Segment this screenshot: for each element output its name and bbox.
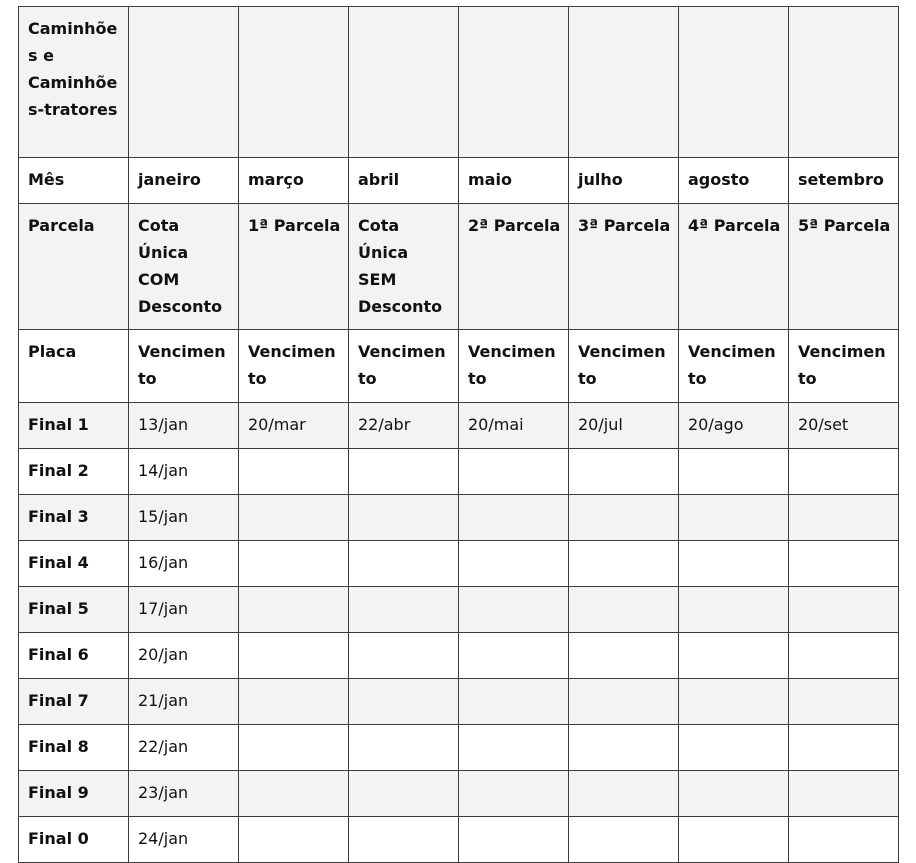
placa-final-cell: Final 3	[19, 495, 129, 541]
due-date-cell: 20/ago	[679, 403, 789, 449]
placa-final-cell: Final 7	[19, 679, 129, 725]
table-title: Caminhões e Caminhões-tratores	[19, 7, 129, 158]
empty-cell	[679, 725, 789, 771]
empty-cell	[239, 541, 349, 587]
empty-cell	[679, 679, 789, 725]
parcela-cell: Cota Única SEM Desconto	[349, 204, 459, 330]
parcela-cell: 3ª Parcela	[569, 204, 679, 330]
empty-cell	[459, 495, 569, 541]
empty-cell	[129, 7, 239, 158]
empty-cell	[789, 725, 899, 771]
table-body	[19, 7, 899, 863]
empty-cell	[789, 7, 899, 158]
due-date-cell: 20/set	[789, 403, 899, 449]
empty-cell	[789, 817, 899, 863]
vencimento-cell: Vencimento	[679, 330, 789, 403]
month-label: Mês	[19, 158, 129, 204]
empty-cell	[239, 771, 349, 817]
placa-label: Placa	[19, 330, 129, 403]
month-cell: maio	[459, 158, 569, 204]
empty-cell	[459, 541, 569, 587]
placa-final-cell: Final 2	[19, 449, 129, 495]
table-row	[19, 725, 899, 771]
empty-cell	[349, 541, 459, 587]
empty-cell	[569, 449, 679, 495]
table-row	[19, 495, 899, 541]
empty-cell	[349, 495, 459, 541]
empty-cell	[569, 771, 679, 817]
empty-cell	[239, 679, 349, 725]
empty-cell	[569, 679, 679, 725]
month-cell: março	[239, 158, 349, 204]
parcela-cell: Cota Única COM Desconto	[129, 204, 239, 330]
due-date-cell: 20/jul	[569, 403, 679, 449]
due-date-cell: 20/jan	[129, 633, 239, 679]
placa-final-cell: Final 1	[19, 403, 129, 449]
empty-cell	[459, 817, 569, 863]
empty-cell	[349, 817, 459, 863]
empty-cell	[679, 7, 789, 158]
vencimento-cell: Vencimento	[459, 330, 569, 403]
placa-final-cell: Final 8	[19, 725, 129, 771]
empty-cell	[789, 679, 899, 725]
due-date-cell: 21/jan	[129, 679, 239, 725]
ipva-schedule-table	[18, 6, 899, 863]
empty-cell	[679, 495, 789, 541]
parcela-cell: 4ª Parcela	[679, 204, 789, 330]
empty-cell	[569, 495, 679, 541]
placa-final-cell: Final 9	[19, 771, 129, 817]
due-date-cell: 22/jan	[129, 725, 239, 771]
empty-cell	[679, 587, 789, 633]
empty-cell	[349, 7, 459, 158]
empty-cell	[459, 633, 569, 679]
due-date-cell: 23/jan	[129, 771, 239, 817]
empty-cell	[459, 449, 569, 495]
table-row	[19, 587, 899, 633]
vencimento-cell: Vencimento	[129, 330, 239, 403]
due-date-cell: 20/mar	[239, 403, 349, 449]
table-row	[19, 541, 899, 587]
due-date-cell: 17/jan	[129, 587, 239, 633]
empty-cell	[459, 725, 569, 771]
placa-final-cell: Final 6	[19, 633, 129, 679]
month-cell: julho	[569, 158, 679, 204]
vencimento-cell: Vencimento	[239, 330, 349, 403]
empty-cell	[569, 725, 679, 771]
empty-cell	[239, 725, 349, 771]
empty-cell	[679, 449, 789, 495]
table-row	[19, 817, 899, 863]
due-date-cell: 14/jan	[129, 449, 239, 495]
due-date-cell: 24/jan	[129, 817, 239, 863]
empty-cell	[679, 541, 789, 587]
empty-cell	[349, 679, 459, 725]
placa-final-cell: Final 0	[19, 817, 129, 863]
empty-cell	[569, 541, 679, 587]
empty-cell	[569, 633, 679, 679]
empty-cell	[789, 541, 899, 587]
empty-cell	[789, 633, 899, 679]
parcela-cell: 5ª Parcela	[789, 204, 899, 330]
empty-cell	[459, 587, 569, 633]
parcela-row	[19, 204, 899, 330]
empty-cell	[679, 771, 789, 817]
empty-cell	[349, 449, 459, 495]
empty-cell	[569, 587, 679, 633]
empty-cell	[569, 7, 679, 158]
placa-row	[19, 330, 899, 403]
empty-cell	[459, 679, 569, 725]
empty-cell	[789, 495, 899, 541]
empty-cell	[349, 587, 459, 633]
empty-cell	[789, 771, 899, 817]
table-row	[19, 633, 899, 679]
empty-cell	[349, 771, 459, 817]
month-cell: abril	[349, 158, 459, 204]
table-row	[19, 679, 899, 725]
parcela-cell: 2ª Parcela	[459, 204, 569, 330]
empty-cell	[239, 817, 349, 863]
empty-cell	[459, 7, 569, 158]
empty-cell	[789, 449, 899, 495]
due-date-cell: 13/jan	[129, 403, 239, 449]
empty-cell	[239, 633, 349, 679]
due-date-cell: 15/jan	[129, 495, 239, 541]
placa-final-cell: Final 4	[19, 541, 129, 587]
vencimento-cell: Vencimento	[789, 330, 899, 403]
due-date-cell: 16/jan	[129, 541, 239, 587]
due-date-cell: 22/abr	[349, 403, 459, 449]
month-cell: janeiro	[129, 158, 239, 204]
title-row	[19, 7, 899, 158]
table-row	[19, 403, 899, 449]
empty-cell	[679, 633, 789, 679]
placa-final-cell: Final 5	[19, 587, 129, 633]
table-row	[19, 449, 899, 495]
empty-cell	[679, 817, 789, 863]
empty-cell	[569, 817, 679, 863]
table-row	[19, 771, 899, 817]
empty-cell	[459, 771, 569, 817]
empty-cell	[239, 495, 349, 541]
due-date-cell: 20/mai	[459, 403, 569, 449]
month-row	[19, 158, 899, 204]
parcela-label: Parcela	[19, 204, 129, 330]
month-cell: setembro	[789, 158, 899, 204]
empty-cell	[239, 587, 349, 633]
vencimento-cell: Vencimento	[569, 330, 679, 403]
parcela-cell: 1ª Parcela	[239, 204, 349, 330]
empty-cell	[789, 587, 899, 633]
empty-cell	[239, 7, 349, 158]
month-cell: agosto	[679, 158, 789, 204]
vencimento-cell: Vencimento	[349, 330, 459, 403]
empty-cell	[349, 725, 459, 771]
empty-cell	[349, 633, 459, 679]
empty-cell	[239, 449, 349, 495]
